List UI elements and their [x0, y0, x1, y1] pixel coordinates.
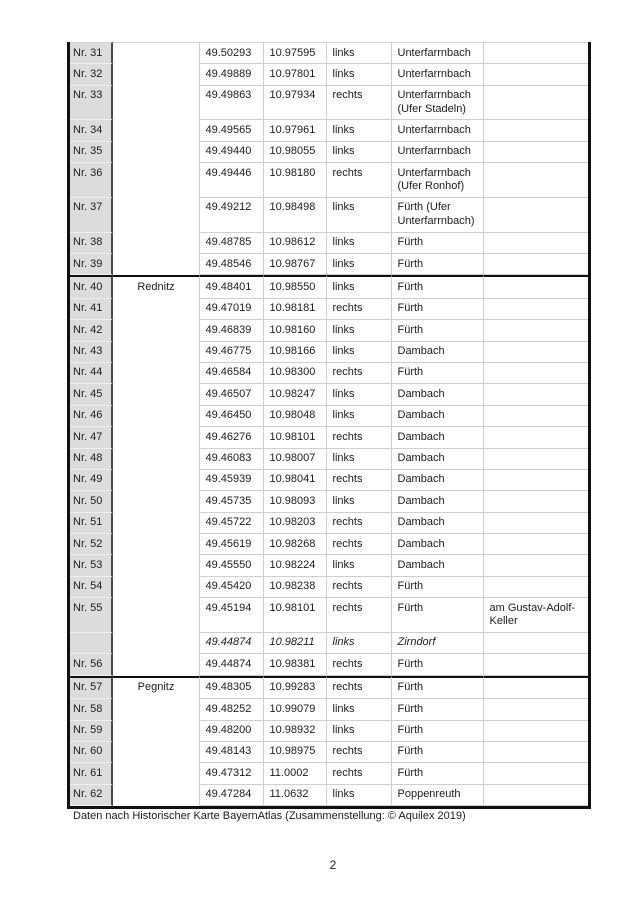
location-cell: Unterfarrnbach (Ufer Stadeln)	[392, 86, 484, 121]
entry-number: Nr. 62	[70, 785, 113, 806]
note-cell	[484, 449, 588, 470]
latitude-cell: 49.45194	[200, 598, 264, 633]
entry-number	[70, 633, 113, 654]
entry-number: Nr. 43	[70, 342, 113, 363]
entry-number: Nr. 42	[70, 320, 113, 341]
location-cell: Fürth	[392, 654, 484, 675]
longitude-cell: 10.99283	[264, 676, 327, 699]
longitude-cell: 10.97934	[264, 86, 327, 121]
note-cell	[484, 555, 588, 576]
location-cell: Fürth	[392, 233, 484, 254]
bank-side-cell: links	[327, 254, 392, 275]
page-number: 2	[329, 858, 337, 872]
note-cell	[484, 198, 588, 233]
longitude-cell: 10.99079	[264, 699, 327, 720]
latitude-cell: 49.47312	[200, 763, 264, 784]
note-cell	[484, 676, 588, 699]
longitude-cell: 10.98550	[264, 275, 327, 298]
entry-number: Nr. 39	[70, 254, 113, 275]
bank-side-cell: links	[327, 785, 392, 806]
entry-number: Nr. 53	[70, 555, 113, 576]
table-group-rednitz	[70, 275, 588, 675]
bank-side-cell: rechts	[327, 534, 392, 555]
note-cell	[484, 534, 588, 555]
location-cell: Dambach	[392, 342, 484, 363]
longitude-cell: 10.98101	[264, 598, 327, 633]
bank-side-cell: rechts	[327, 763, 392, 784]
bank-side-cell: links	[327, 555, 392, 576]
latitude-cell: 49.48401	[200, 275, 264, 298]
location-cell: Fürth	[392, 699, 484, 720]
latitude-cell: 49.45939	[200, 470, 264, 491]
location-cell: Unterfarrnbach (Ufer Ronhof)	[392, 163, 484, 198]
latitude-cell: 49.44874	[200, 654, 264, 675]
latitude-cell: 49.49212	[200, 198, 264, 233]
entry-number: Nr. 48	[70, 449, 113, 470]
bank-side-cell: rechts	[327, 598, 392, 633]
entry-number: Nr. 51	[70, 513, 113, 534]
location-cell: Unterfarrnbach	[392, 42, 484, 64]
location-cell: Dambach	[392, 427, 484, 448]
location-cell: Fürth	[392, 254, 484, 275]
location-cell: Dambach	[392, 384, 484, 405]
longitude-cell: 11.0632	[264, 785, 327, 806]
entry-number: Nr. 36	[70, 163, 113, 198]
longitude-cell: 11.0002	[264, 763, 327, 784]
bank-side-cell: links	[327, 406, 392, 427]
latitude-cell: 49.45722	[200, 513, 264, 534]
bank-side-cell: rechts	[327, 427, 392, 448]
bank-side-cell: rechts	[327, 299, 392, 320]
note-cell	[484, 785, 588, 806]
latitude-cell: 49.44874	[200, 633, 264, 654]
note-cell	[484, 142, 588, 163]
bank-side-cell: links	[327, 233, 392, 254]
table-group-pegnitz	[70, 676, 588, 806]
note-cell	[484, 275, 588, 298]
latitude-cell: 49.45420	[200, 577, 264, 598]
longitude-cell: 10.98300	[264, 363, 327, 384]
latitude-cell: 49.46775	[200, 342, 264, 363]
latitude-cell: 49.48143	[200, 742, 264, 763]
entry-number: Nr. 52	[70, 534, 113, 555]
longitude-cell: 10.98048	[264, 406, 327, 427]
note-cell	[484, 721, 588, 742]
entry-number: Nr. 34	[70, 120, 113, 141]
longitude-cell: 10.98181	[264, 299, 327, 320]
entry-number: Nr. 37	[70, 198, 113, 233]
longitude-cell: 10.98166	[264, 342, 327, 363]
note-cell	[484, 470, 588, 491]
latitude-cell: 49.45619	[200, 534, 264, 555]
coordinates-table	[67, 42, 591, 809]
location-cell: Fürth	[392, 598, 484, 633]
location-cell: Unterfarrnbach	[392, 64, 484, 85]
note-cell	[484, 654, 588, 675]
entry-number: Nr. 33	[70, 86, 113, 121]
bank-side-cell: rechts	[327, 86, 392, 121]
note-cell	[484, 64, 588, 85]
longitude-cell: 10.98007	[264, 449, 327, 470]
longitude-cell: 10.98160	[264, 320, 327, 341]
bank-side-cell: rechts	[327, 513, 392, 534]
note-cell	[484, 699, 588, 720]
note-cell	[484, 42, 588, 64]
note-cell	[484, 577, 588, 598]
entry-number: Nr. 61	[70, 763, 113, 784]
location-cell: Fürth	[392, 676, 484, 699]
location-cell: Fürth	[392, 275, 484, 298]
table-source-caption: Daten nach Historischer Karte BayernAtlas (Zusammenstellung: © Aquilex 2019)	[73, 810, 466, 822]
entry-number: Nr. 41	[70, 299, 113, 320]
longitude-cell: 10.98203	[264, 513, 327, 534]
river-name	[113, 42, 200, 275]
bank-side-cell: rechts	[327, 470, 392, 491]
location-cell: Fürth (Ufer Unterfarrnbach)	[392, 198, 484, 233]
bank-side-cell: rechts	[327, 676, 392, 699]
latitude-cell: 49.48305	[200, 676, 264, 699]
location-cell: Dambach	[392, 513, 484, 534]
latitude-cell: 49.46839	[200, 320, 264, 341]
longitude-cell: 10.98498	[264, 198, 327, 233]
entry-number: Nr. 40	[70, 275, 113, 298]
location-cell: Fürth	[392, 363, 484, 384]
bank-side-cell: links	[327, 633, 392, 654]
note-cell	[484, 120, 588, 141]
longitude-cell: 10.98975	[264, 742, 327, 763]
note-cell	[484, 86, 588, 121]
bank-side-cell: links	[327, 699, 392, 720]
bank-side-cell: links	[327, 384, 392, 405]
latitude-cell: 49.50293	[200, 42, 264, 64]
longitude-cell: 10.97961	[264, 120, 327, 141]
latitude-cell: 49.48546	[200, 254, 264, 275]
longitude-cell: 10.98101	[264, 427, 327, 448]
entry-number: Nr. 32	[70, 64, 113, 85]
bank-side-cell: links	[327, 42, 392, 64]
entry-number: Nr. 56	[70, 654, 113, 675]
river-name: Rednitz	[113, 275, 200, 675]
location-cell: Fürth	[392, 721, 484, 742]
note-cell	[484, 320, 588, 341]
entry-number: Nr. 49	[70, 470, 113, 491]
latitude-cell: 49.46507	[200, 384, 264, 405]
bank-side-cell: links	[327, 120, 392, 141]
longitude-cell: 10.98041	[264, 470, 327, 491]
note-cell	[484, 427, 588, 448]
latitude-cell: 49.46276	[200, 427, 264, 448]
latitude-cell: 49.46083	[200, 449, 264, 470]
entry-number: Nr. 38	[70, 233, 113, 254]
table-group	[70, 42, 588, 275]
bank-side-cell: links	[327, 142, 392, 163]
longitude-cell: 10.98612	[264, 233, 327, 254]
latitude-cell: 49.45550	[200, 555, 264, 576]
bank-side-cell: rechts	[327, 163, 392, 198]
latitude-cell: 49.48785	[200, 233, 264, 254]
bank-side-cell: links	[327, 198, 392, 233]
note-cell	[484, 363, 588, 384]
latitude-cell: 49.46450	[200, 406, 264, 427]
latitude-cell: 49.46584	[200, 363, 264, 384]
longitude-cell: 10.97595	[264, 42, 327, 64]
entry-number: Nr. 59	[70, 721, 113, 742]
latitude-cell: 49.49446	[200, 163, 264, 198]
entry-number: Nr. 44	[70, 363, 113, 384]
longitude-cell: 10.98381	[264, 654, 327, 675]
location-cell: Fürth	[392, 742, 484, 763]
bank-side-cell: links	[327, 491, 392, 512]
location-cell: Dambach	[392, 491, 484, 512]
table-row	[70, 275, 588, 298]
note-cell	[484, 254, 588, 275]
location-cell: Unterfarrnbach	[392, 120, 484, 141]
note-cell	[484, 742, 588, 763]
bank-side-cell: links	[327, 449, 392, 470]
entry-number: Nr. 35	[70, 142, 113, 163]
location-cell: Dambach	[392, 406, 484, 427]
latitude-cell: 49.47284	[200, 785, 264, 806]
entry-number: Nr. 46	[70, 406, 113, 427]
location-cell: Fürth	[392, 320, 484, 341]
entry-number: Nr. 50	[70, 491, 113, 512]
longitude-cell: 10.98268	[264, 534, 327, 555]
latitude-cell: 49.48252	[200, 699, 264, 720]
note-cell	[484, 342, 588, 363]
longitude-cell: 10.98093	[264, 491, 327, 512]
note-cell	[484, 513, 588, 534]
location-cell: Dambach	[392, 555, 484, 576]
location-cell: Unterfarrnbach	[392, 142, 484, 163]
note-cell	[484, 299, 588, 320]
location-cell: Dambach	[392, 470, 484, 491]
longitude-cell: 10.98180	[264, 163, 327, 198]
longitude-cell: 10.97801	[264, 64, 327, 85]
entry-number: Nr. 47	[70, 427, 113, 448]
location-cell: Dambach	[392, 534, 484, 555]
bank-side-cell: rechts	[327, 654, 392, 675]
bank-side-cell: links	[327, 320, 392, 341]
bank-side-cell: links	[327, 721, 392, 742]
location-cell: Zirndorf	[392, 633, 484, 654]
longitude-cell: 10.98767	[264, 254, 327, 275]
note-cell	[484, 491, 588, 512]
note-cell	[484, 163, 588, 198]
location-cell: Fürth	[392, 763, 484, 784]
note-cell	[484, 406, 588, 427]
bank-side-cell: rechts	[327, 742, 392, 763]
location-cell: Dambach	[392, 449, 484, 470]
bank-side-cell: rechts	[327, 363, 392, 384]
latitude-cell: 49.49440	[200, 142, 264, 163]
entry-number: Nr. 58	[70, 699, 113, 720]
latitude-cell: 49.47019	[200, 299, 264, 320]
location-cell: Fürth	[392, 299, 484, 320]
longitude-cell: 10.98224	[264, 555, 327, 576]
latitude-cell: 49.49889	[200, 64, 264, 85]
river-name: Pegnitz	[113, 676, 200, 806]
entry-number: Nr. 54	[70, 577, 113, 598]
longitude-cell: 10.98247	[264, 384, 327, 405]
latitude-cell: 49.48200	[200, 721, 264, 742]
bank-side-cell: links	[327, 342, 392, 363]
entry-number: Nr. 57	[70, 676, 113, 699]
longitude-cell: 10.98211	[264, 633, 327, 654]
longitude-cell: 10.98055	[264, 142, 327, 163]
note-cell	[484, 633, 588, 654]
note-cell	[484, 233, 588, 254]
location-cell: Fürth	[392, 577, 484, 598]
longitude-cell: 10.98932	[264, 721, 327, 742]
note-cell: am Gustav-Adolf-Keller	[484, 598, 588, 633]
table-row	[70, 676, 588, 699]
bank-side-cell: rechts	[327, 577, 392, 598]
longitude-cell: 10.98238	[264, 577, 327, 598]
note-cell	[484, 763, 588, 784]
entry-number: Nr. 55	[70, 598, 113, 633]
note-cell	[484, 384, 588, 405]
bank-side-cell: links	[327, 64, 392, 85]
entry-number: Nr. 60	[70, 742, 113, 763]
latitude-cell: 49.49863	[200, 86, 264, 121]
entry-number: Nr. 45	[70, 384, 113, 405]
bank-side-cell: links	[327, 275, 392, 298]
table-row	[70, 42, 588, 64]
latitude-cell: 49.45735	[200, 491, 264, 512]
latitude-cell: 49.49565	[200, 120, 264, 141]
location-cell: Poppenreuth	[392, 785, 484, 806]
entry-number: Nr. 31	[70, 42, 113, 64]
